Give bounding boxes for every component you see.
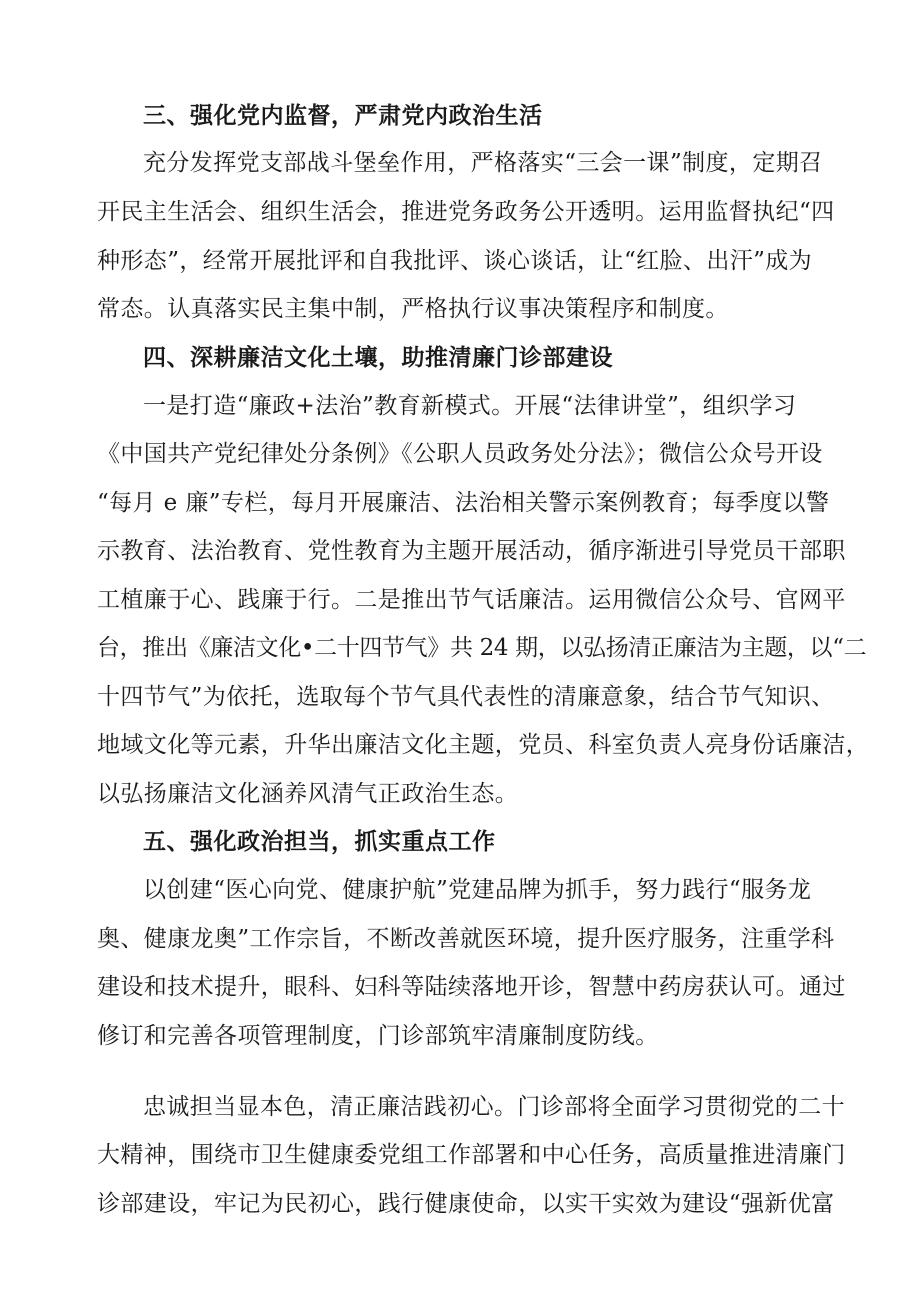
paragraph-line: 《中国共产党纪律处分条例》《公职人员政务处分法》；微信公众号开设 <box>97 441 823 467</box>
paragraph-line: 种形态”，经常开展批评和自我批评、谈心谈话，让“红脸、出汗”成为 <box>97 248 813 274</box>
paragraph-line: 台，推出《廉洁文化•二十四节气》共 24 期，以弘扬清正廉洁为主题，以“二 <box>97 635 867 661</box>
paragraph-line: 建设和技术提升，眼科、妇科等陆续落地开诊，智慧中药房获认可。通过 <box>97 974 846 1000</box>
paragraph-line: 示教育、法治教育、党性教育为主题开展活动，循序渐进引导党员干部职 <box>97 538 846 564</box>
paragraph-line: 十四节气”为依托，选取每个节气具代表性的清廉意象，结合节气知识、 <box>97 684 835 710</box>
paragraph-line: 修订和完善各项管理制度，门诊部筑牢清廉制度防线。 <box>97 1023 659 1049</box>
paragraph-line: 一是打造“廉政+法治”教育新模式。开展“法律讲堂”，组织学习 <box>143 393 797 419</box>
paragraph-line: 奥、健康龙奥”工作宗旨，不断改善就医环境，提升医疗服务，注重学科 <box>97 926 835 952</box>
paragraph-line: 以创建“医心向党、健康护航”党建品牌为抓手，努力践行“服务龙 <box>143 877 812 903</box>
section-heading <box>0 338 920 378</box>
paragraph-line: 大精神，围绕市卫生健康委党组工作部署和中心任务，高质量推进清廉门 <box>97 1142 846 1168</box>
paragraph-line: 忠诚担当显本色，清正廉洁践初心。门诊部将全面学习贯彻党的二十 <box>143 1094 845 1120</box>
paragraph-line: 以弘扬廉洁文化涵养风清气正政治生态。 <box>97 781 519 807</box>
paragraph-line: 诊部建设，牢记为民初心，践行健康使命，以实干实效为建设“强新优富 <box>97 1191 835 1217</box>
paragraph-line: 常态。认真落实民主集中制，严格执行议事决策程序和制度。 <box>97 296 729 322</box>
paragraph-line: “每月 e 廉”专栏，每月开展廉洁、法治相关警示案例教育；每季度以警 <box>97 490 830 516</box>
section-3-heading: 三、强化党内监督，严肃党内政治生活 <box>143 103 543 129</box>
paragraph-line: 开民主生活会、组织生活会，推进党务政务公开透明。运用监督执纪“四 <box>97 199 835 225</box>
section-heading <box>0 96 920 136</box>
section-heading <box>0 822 920 862</box>
section-4-heading: 四、深耕廉洁文化土壤，助推清廉门诊部建设 <box>143 345 613 371</box>
paragraph-line: 充分发挥党支部战斗堡垒作用，严格落实“三会一课”制度，定期召 <box>143 150 823 176</box>
section-5-heading: 五、强化政治担当，抓实重点工作 <box>143 829 496 855</box>
paragraph-line: 地域文化等元素，升华出廉洁文化主题，党员、科室负责人亮身份话廉洁， <box>97 732 870 758</box>
paragraph-line: 工植廉于心、践廉于行。二是推出节气话廉洁。运用微信公众号、官网平 <box>97 587 846 613</box>
